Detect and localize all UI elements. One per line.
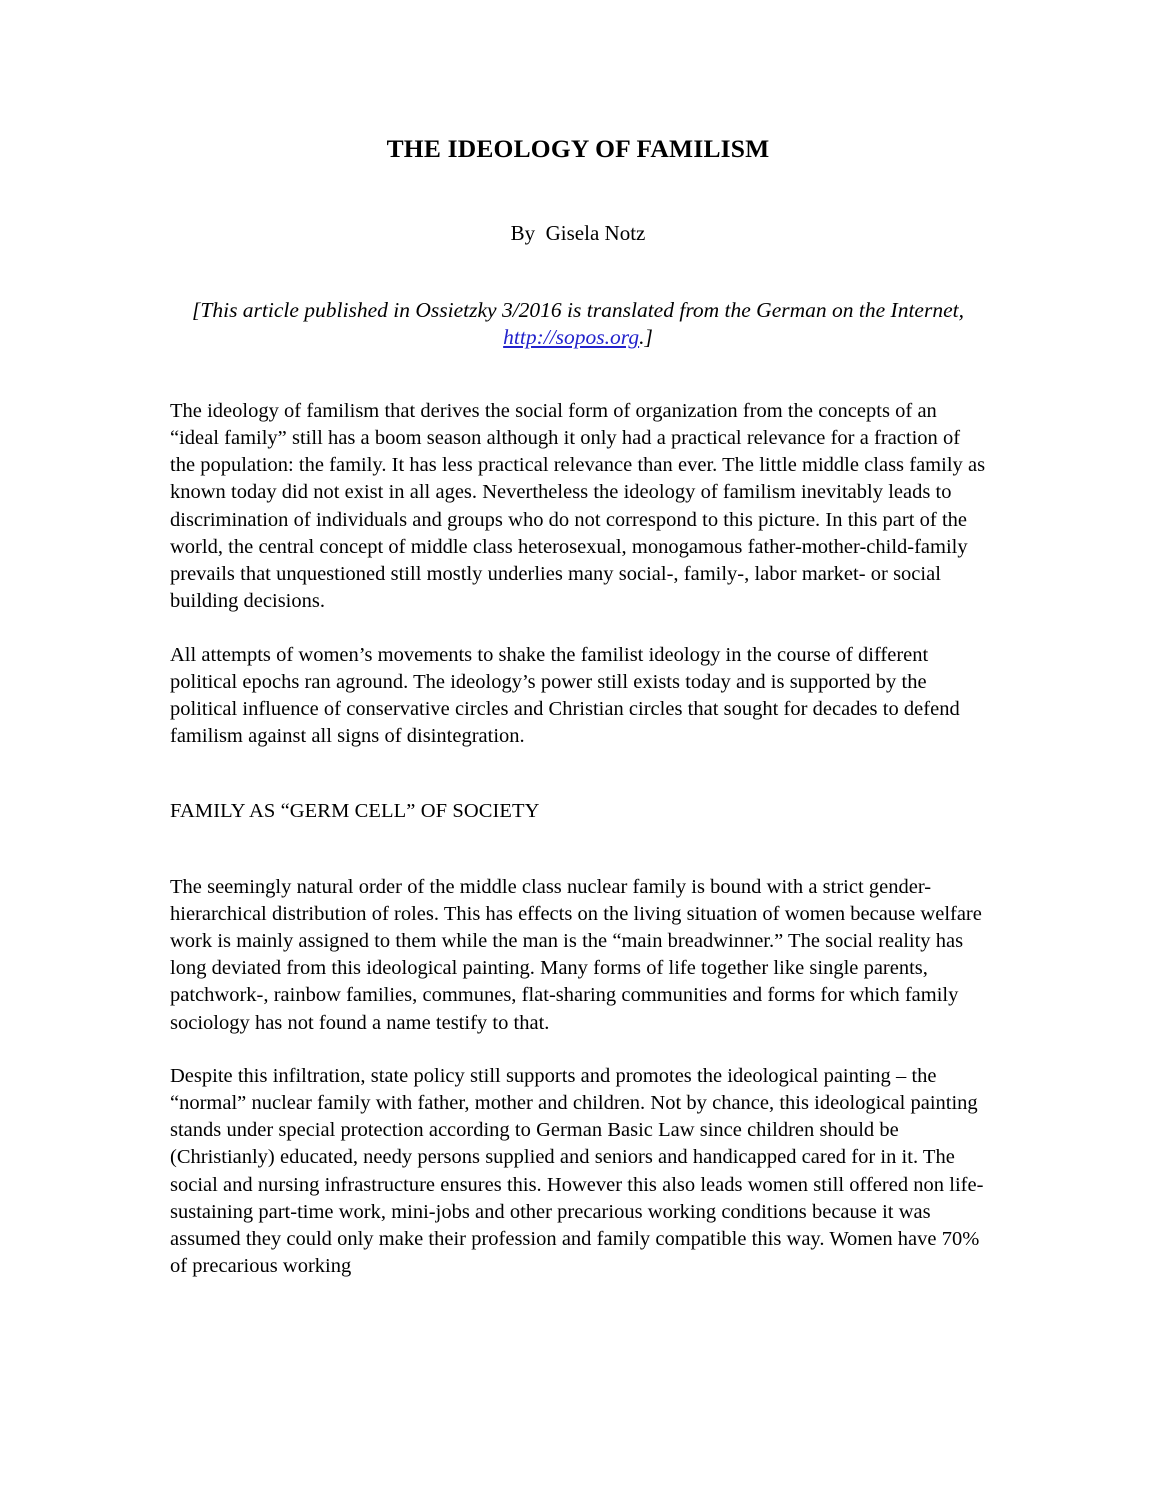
section-heading-germ-cell: FAMILY AS “GERM CELL” OF SOCIETY [170, 800, 540, 823]
paragraph-2: All attempts of women’s movements to shake the familist ideology in the course of different political epochs ran aground. The ideology’s power still exists today and is supported by the political influence of conservative circles and Christian circles that sought for decades to defend familism against all signs of disintegration. [170, 643, 960, 748]
source-url-link[interactable]: http://sopos.org [503, 325, 640, 350]
paragraph-3: The seemingly natural order of the middle class nuclear family is bound with a strict gender-hierarchical distribution of roles. This has effects on the living situation of women because welfare work is mainly assigned to them while the man is the “main breadwinner.” The social reality has long deviated from this ideological painting. Many forms of life together like single parents, patchwork-, rainbow families, communes, flat-sharing communities and forms for which family sociology has not found a name testify to that. [170, 875, 982, 1034]
page-title: THE IDEOLOGY OF FAMILISM [386, 134, 770, 163]
author-byline: By Gisela Notz [510, 220, 646, 245]
publication-note-text-before: [This article published in Ossietzky 3/2016 is translated from the German on the Internet, [192, 297, 964, 322]
publication-note-text-after: .] [639, 325, 653, 350]
publication-note [170, 246, 986, 352]
paragraph-4: Despite this infiltration, state policy still supports and promotes the ideological painting – the “normal” nuclear family with father, mother and children. Not by chance, this ideological painting stands under special protection according to German Basic Law since children should be (Christianly) educated, needy persons supplied and seniors and handicapped cared for in it. The social and nursing infrastructure ensures this. However this also leads women still offered non life-sustaining part-time work, mini-jobs and other precarious working conditions because it was assumed they could only make their profession and family compatible this way. Women have 70% of precarious working [170, 1064, 984, 1278]
document-body [170, 352, 986, 1280]
document-content [170, 0, 986, 1306]
paragraph-1: The ideology of familism that derives the social form of organization from the concepts of an “ideal family” still has a boom season although it only had a practical relevance for a fraction of the population: the family. It has less practical relevance than ever. The little middle class family as known today did not exist in all ages. Nevertheless the ideology of familism inevitably leads to discrimination of individuals and groups who do not correspond to this picture. In this part of the world, the central concept of middle class heterosexual, monogamous father-mother-child-family prevails that unquestioned still mostly underlies many social-, family-, labor market- or social building decisions. [170, 399, 986, 613]
